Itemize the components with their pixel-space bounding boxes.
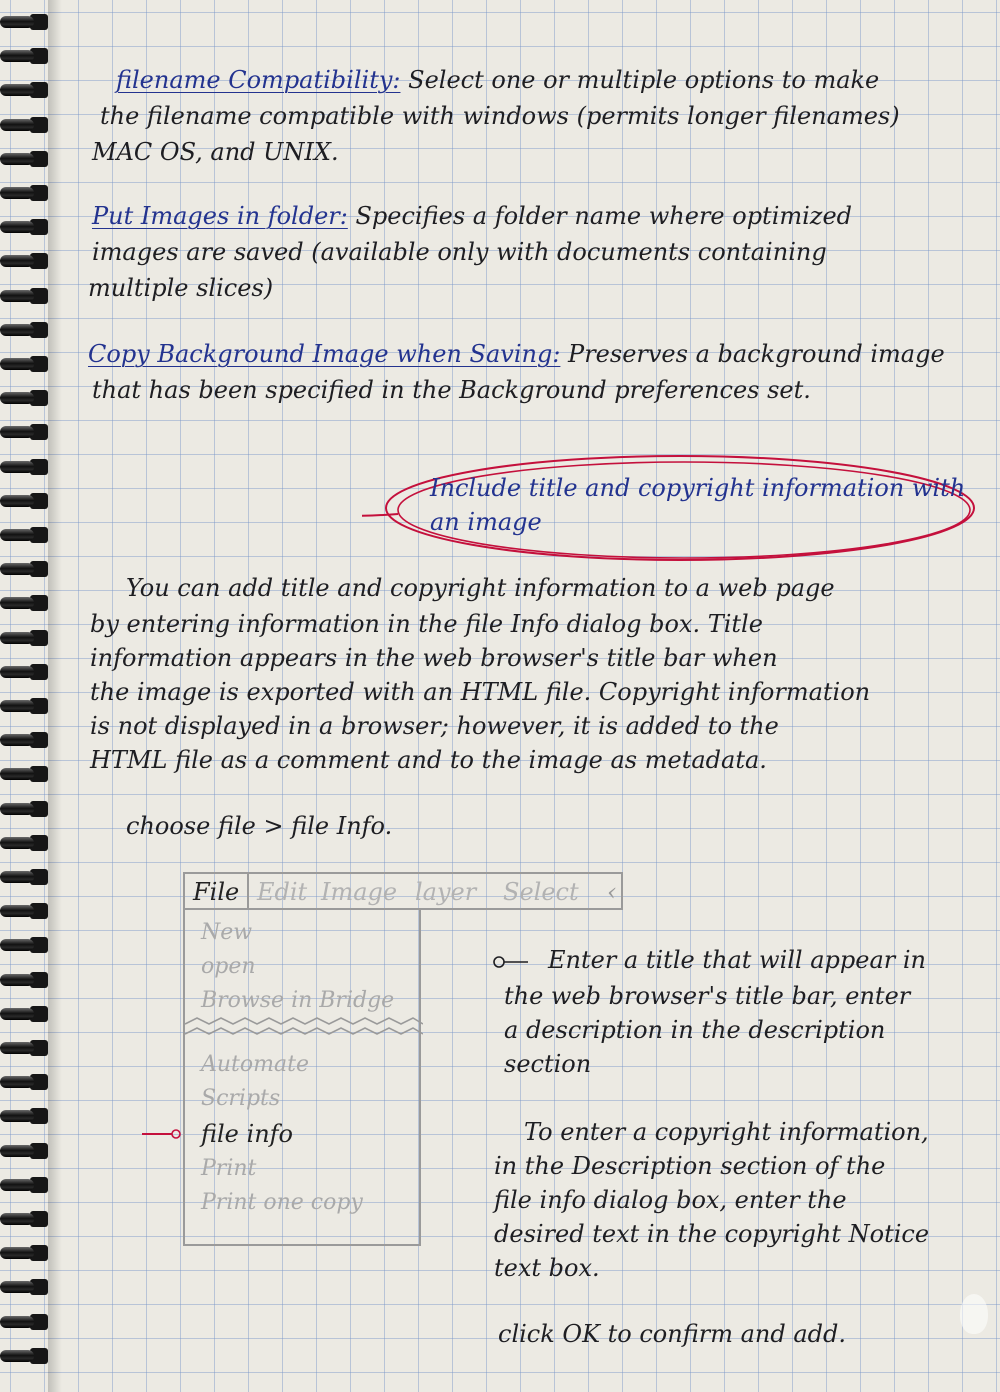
- callout-title-line: an image: [430, 508, 542, 536]
- definition-line: multiple slices): [88, 274, 274, 302]
- menu-select: Select: [503, 878, 579, 906]
- definition-line: Put Images in folder: Specifies a folder name where optimized: [92, 202, 853, 230]
- paragraph-line: is not displayed in a browser; however, it is added to the: [90, 712, 779, 740]
- menu-item: open: [201, 954, 256, 979]
- binding-ring: [0, 253, 48, 269]
- binding-ring: [0, 766, 48, 782]
- binding-ring: [0, 1143, 48, 1159]
- binding-ring: [0, 1074, 48, 1090]
- binding-ring: [0, 1211, 48, 1227]
- paragraph-line: information appears in the web browser's title bar when: [90, 644, 778, 672]
- binding-ring: [0, 1006, 48, 1022]
- red-pointer-arrow-icon: [140, 1124, 184, 1144]
- menu-break-icon: [185, 1016, 423, 1040]
- step-line: Enter a title that will appear in: [548, 946, 926, 974]
- definition-line: the filename compatible with windows (permits longer filenames): [100, 102, 900, 130]
- menu-item: Browse in Bridge: [201, 988, 395, 1013]
- binding-ring: [0, 1108, 48, 1124]
- binding-ring: [0, 356, 48, 372]
- menu-image: Image: [321, 878, 398, 906]
- step-line: text box.: [494, 1254, 600, 1282]
- definition-line: images are saved (available only with documents containing: [92, 238, 827, 266]
- binding-ring: [0, 664, 48, 680]
- paragraph-line: You can add title and copyright information to a web page: [126, 574, 835, 602]
- menu-bar-sketch: [183, 872, 623, 910]
- binding-ring: [0, 14, 48, 30]
- step-line: file info dialog box, enter the: [494, 1186, 847, 1214]
- step-line: To enter a copyright information,: [524, 1118, 929, 1146]
- binding-ring: [0, 117, 48, 133]
- binding-ring: [0, 459, 48, 475]
- menu-item: Print one copy: [201, 1190, 363, 1215]
- binding-ring: [0, 424, 48, 440]
- bullet-icon: [492, 952, 532, 972]
- binding-ring: [0, 801, 48, 817]
- menu-item: Print: [201, 1156, 257, 1181]
- instruction-line: choose file > file Info.: [126, 812, 393, 840]
- spiral-binding: [0, 0, 60, 1392]
- binding-ring: [0, 151, 48, 167]
- binding-ring: [0, 1314, 48, 1330]
- step-line: section: [504, 1050, 592, 1078]
- paragraph-line: by entering information in the file Info dialog box. Title: [90, 610, 763, 638]
- binding-ring: [0, 1279, 48, 1295]
- binding-ring: [0, 390, 48, 406]
- binding-ring: [0, 185, 48, 201]
- term-filename-compatibility: filename Compatibility:: [116, 66, 401, 94]
- binding-ring: [0, 937, 48, 953]
- binding-ring: [0, 595, 48, 611]
- binding-ring: [0, 1348, 48, 1364]
- binding-ring: [0, 561, 48, 577]
- step-line: in the Description section of the: [494, 1152, 886, 1180]
- binding-ring: [0, 322, 48, 338]
- paragraph-line: HTML file as a comment and to the image as metadata.: [90, 746, 767, 774]
- binding-ring: [0, 288, 48, 304]
- definition-line: filename Compatibility: Select one or multiple options to make: [116, 66, 880, 94]
- menu-item: New: [201, 920, 253, 945]
- binding-ring: [0, 732, 48, 748]
- binding-ring: [0, 1177, 48, 1193]
- binding-ring: [0, 493, 48, 509]
- definition-line: that has been specified in the Background preferences set.: [92, 376, 811, 404]
- paragraph-line: the image is exported with an HTML file. Copyright information: [90, 678, 871, 706]
- term-copy-background-image: Copy Background Image when Saving:: [88, 340, 561, 368]
- step-line: click OK to confirm and add.: [498, 1320, 846, 1348]
- binding-ring: [0, 835, 48, 851]
- callout-title-line: Include title and copyright information with: [430, 474, 966, 502]
- menu-panel-sketch: [183, 908, 421, 1246]
- menu-item: Scripts: [201, 1086, 281, 1111]
- step-line: a description in the description: [504, 1016, 886, 1044]
- binding-ring: [0, 219, 48, 235]
- menu-overflow-icon: ‹: [607, 878, 617, 906]
- heading-callout: [362, 452, 978, 568]
- menu-file: File: [193, 878, 240, 906]
- binding-ring: [0, 698, 48, 714]
- binding-ring: [0, 869, 48, 885]
- definition-line: Copy Background Image when Saving: Preserves a background image: [88, 340, 945, 368]
- binding-ring: [0, 1245, 48, 1261]
- term-put-images-in-folder: Put Images in folder:: [92, 202, 348, 230]
- step-line: desired text in the copyright Notice: [494, 1220, 930, 1248]
- menu-item: Automate: [201, 1052, 309, 1077]
- binding-ring: [0, 630, 48, 646]
- menu-item-file-info: file info: [201, 1120, 293, 1148]
- menu-edit: Edit: [257, 878, 308, 906]
- binding-ring: [0, 903, 48, 919]
- binding-ring: [0, 972, 48, 988]
- binding-ring: [0, 1040, 48, 1056]
- definition-line: MAC OS, and UNIX.: [92, 138, 339, 166]
- binding-ring: [0, 48, 48, 64]
- binding-ring: [0, 527, 48, 543]
- step-line: the web browser's title bar, enter: [504, 982, 911, 1010]
- menu-layer: layer: [415, 878, 477, 906]
- watermark-logo: [960, 1294, 988, 1334]
- binding-ring: [0, 82, 48, 98]
